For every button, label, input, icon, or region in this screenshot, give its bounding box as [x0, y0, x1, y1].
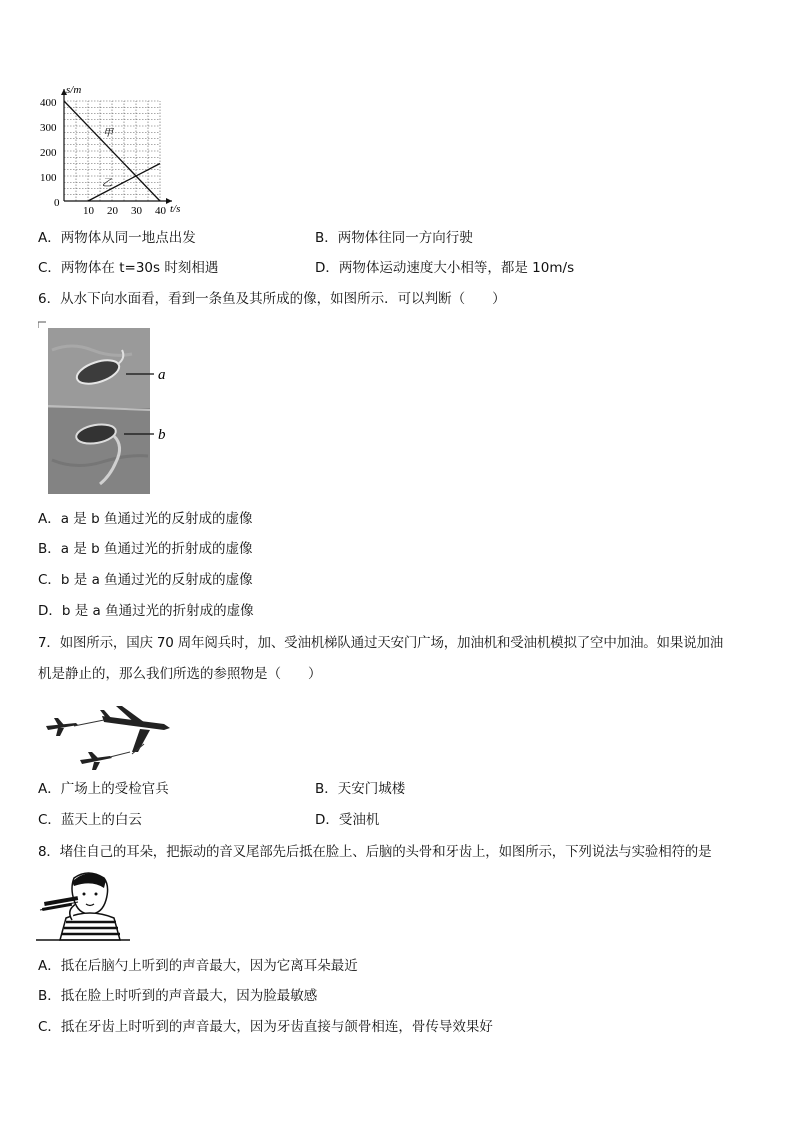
fish-reflection-image: [38, 320, 178, 496]
fish-label-a: a: [158, 367, 166, 383]
y-tick-200: 200: [40, 147, 57, 159]
refueling-planes-image: [44, 704, 174, 774]
q7-option-c[interactable]: C．蓝天上的白云: [38, 812, 142, 828]
q5-option-c[interactable]: C．两物体在 t=30s 时刻相遇: [38, 260, 219, 276]
q5-option-a[interactable]: A．两物体从同一地点出发: [38, 230, 196, 246]
series-label-yi: 乙: [102, 178, 112, 189]
y-tick-300: 300: [40, 122, 57, 134]
q7-stem-line1: 7．如图所示，国庆 70 周年阅兵时，加、受油机梯队通过天安门广场，加油机和受油机模拟了空中加油。如果说加油: [38, 635, 724, 651]
x-tick-30: 30: [131, 205, 142, 217]
q6-option-c[interactable]: C．b 是 a 鱼通过光的反射成的虚像: [38, 572, 253, 588]
q7-stem-line2: 机是静止的，那么我们所选的参照物是（ ）: [38, 666, 322, 682]
y-axis-label: s/m: [66, 84, 82, 96]
q8-option-c[interactable]: C．抵在牙齿上时听到的声音最大，因为牙齿直接与颌骨相连，骨传导效果好: [38, 1019, 493, 1035]
boy-tuning-fork-image: [36, 868, 130, 944]
q6-option-b[interactable]: B．a 是 b 鱼通过光的折射成的虚像: [38, 541, 253, 557]
y-tick-100: 100: [40, 172, 57, 184]
q8-option-a[interactable]: A．抵在后脑勺上听到的声音最大，因为它离耳朵最近: [38, 958, 358, 974]
q5-option-b[interactable]: B．两物体往同一方向行驶: [315, 230, 473, 246]
q6-option-d[interactable]: D．b 是 a 鱼通过光的折射成的虚像: [38, 603, 254, 619]
x-tick-20: 20: [107, 205, 118, 217]
x-axis-label: t/s: [170, 203, 181, 215]
series-label-jia: 甲: [103, 128, 113, 139]
q8-stem: 8．堵住自己的耳朵，把振动的音叉尾部先后抵在脸上、后脑的头骨和牙齿上，如图所示，下列说法与实验相符的是: [38, 844, 712, 860]
st-graph: [30, 82, 200, 218]
x-tick-10: 10: [83, 205, 94, 217]
x-tick-40: 40: [155, 205, 166, 217]
q7-option-b[interactable]: B．天安门城楼: [315, 781, 406, 797]
q5-option-d[interactable]: D．两物体运动速度大小相等，都是 10m/s: [315, 260, 575, 276]
q8-option-b[interactable]: B．抵在脸上时听到的声音最大，因为脸最敏感: [38, 988, 318, 1004]
y-tick-400: 400: [40, 97, 57, 109]
q6-option-a[interactable]: A．a 是 b 鱼通过光的反射成的虚像: [38, 511, 253, 527]
q7-option-d[interactable]: D．受油机: [315, 812, 380, 828]
q7-option-a[interactable]: A．广场上的受检官兵: [38, 781, 169, 797]
origin-label: 0: [54, 197, 60, 209]
q6-stem: 6．从水下向水面看，看到一条鱼及其所成的像，如图所示．可以判断（ ）: [38, 291, 506, 307]
fish-label-b: b: [158, 427, 166, 443]
